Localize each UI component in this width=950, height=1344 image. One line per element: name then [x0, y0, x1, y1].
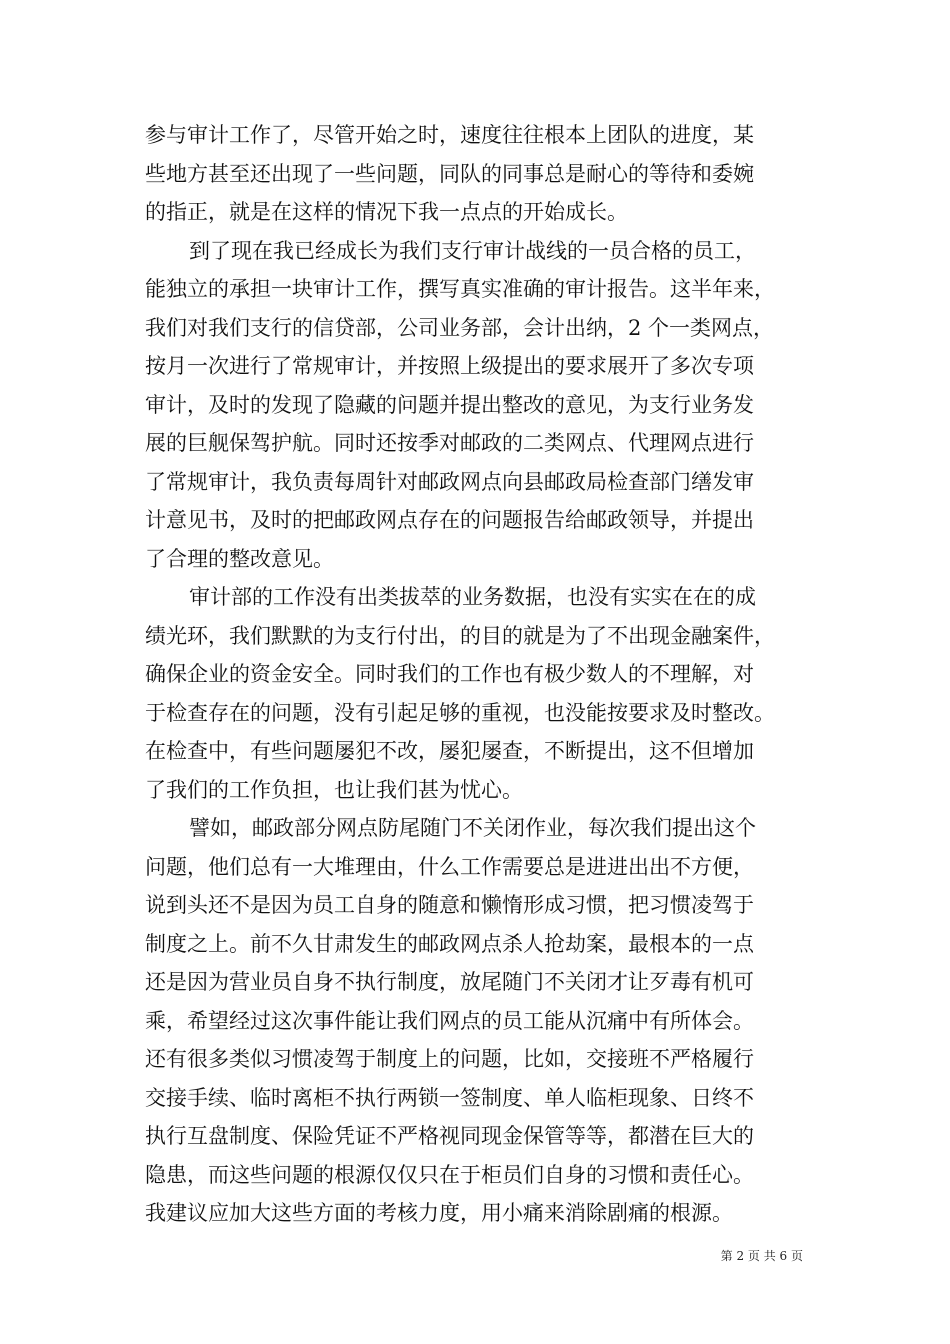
- body-text: [145, 116, 817, 1233]
- text-line: 乘，希望经过这次事件能让我们网点的员工能从沉痛中有所体会。: [145, 1008, 754, 1033]
- text-line: 审计部的工作没有出类拔萃的业务数据，也没有实实在在的成: [189, 585, 756, 609]
- text-line: 在检查中，有些问题屡犯不改，屡犯屡查，不断提出，这不但增加: [145, 739, 754, 763]
- text-line: 能独立的承担一块审计工作，撰写真实准确的审计报告。这半年来，: [145, 277, 775, 301]
- text-line: 制度之上。前不久甘肃发生的邮政网点杀人抢劫案，最根本的一点: [145, 931, 754, 956]
- text-line: 还有很多类似习惯凌驾于制度上的问题，比如，交接班不严格履行: [145, 1047, 754, 1071]
- text-line: 交接手续、临时离柜不执行两锁一签制度、单人临柜现象、日终不: [145, 1085, 754, 1110]
- text-line: 了合理的整改意见。: [145, 546, 334, 571]
- text-line: 了我们的工作负担，也让我们甚为忧心。: [145, 777, 523, 802]
- text-line: 审计，及时的发现了隐藏的问题并提出整改的意见，为支行业务发: [145, 392, 754, 417]
- text-line: 确保企业的资金安全。同时我们的工作也有极少数人的不理解，对: [145, 662, 754, 686]
- text-line: 到了现在我已经成长为我们支行审计战线的一员合格的员工，: [189, 238, 756, 263]
- text-line: 隐患，而这些问题的根源仅仅只在于柜员们自身的习惯和责任心。: [145, 1162, 754, 1187]
- text-line: 执行互盘制度、保险凭证不严格视同现金保管等等，都潜在巨大的: [145, 1124, 754, 1148]
- text-line: 我们对我们支行的信贷部，公司业务部，会计出纳，2 个一类网点，: [145, 315, 775, 340]
- text-line: 了常规审计，我负责每周针对邮政网点向县邮政局检查部门缮发审: [145, 469, 754, 494]
- text-line: 说到头还不是因为员工自身的随意和懒惰形成习惯，把习惯凌驾于: [145, 893, 754, 917]
- text-line: 我建议应加大这些方面的考核力度，用小痛来消除剧痛的根源。: [145, 1201, 733, 1225]
- text-line: 参与审计工作了，尽管开始之时，速度往往根本上团队的进度，某: [145, 123, 754, 147]
- text-line: 还是因为营业员自身不执行制度，放尾随门不关闭才让歹毒有机可: [145, 970, 754, 994]
- text-line: 展的巨舰保驾护航。同时还按季对邮政的二类网点、代理网点进行: [145, 431, 754, 455]
- text-line: 计意见书，及时的把邮政网点存在的问题报告给邮政领导，并提出: [145, 508, 754, 532]
- text-line: 问题，他们总有一大堆理由，什么工作需要总是进进出出不方便，: [145, 854, 754, 879]
- text-line: 绩光环，我们默默的为支行付出，的目的就是为了不出现金融案件，: [145, 623, 775, 648]
- text-line: 些地方甚至还出现了一些问题，同队的同事总是耐心的等待和委婉: [145, 161, 754, 186]
- text-line: 的指正，就是在这样的情况下我一点点的开始成长。: [145, 200, 628, 224]
- text-line: 于检查存在的问题，没有引起足够的重视，也没能按要求及时整改。: [145, 700, 775, 725]
- page-number: 第 2 页 共 6 页: [720, 1249, 803, 1263]
- text-line: 按月一次进行了常规审计，并按照上级提出的要求展开了多次专项: [145, 354, 754, 378]
- text-line: 譬如，邮政部分网点防尾随门不关闭作业，每次我们提出这个: [189, 816, 756, 840]
